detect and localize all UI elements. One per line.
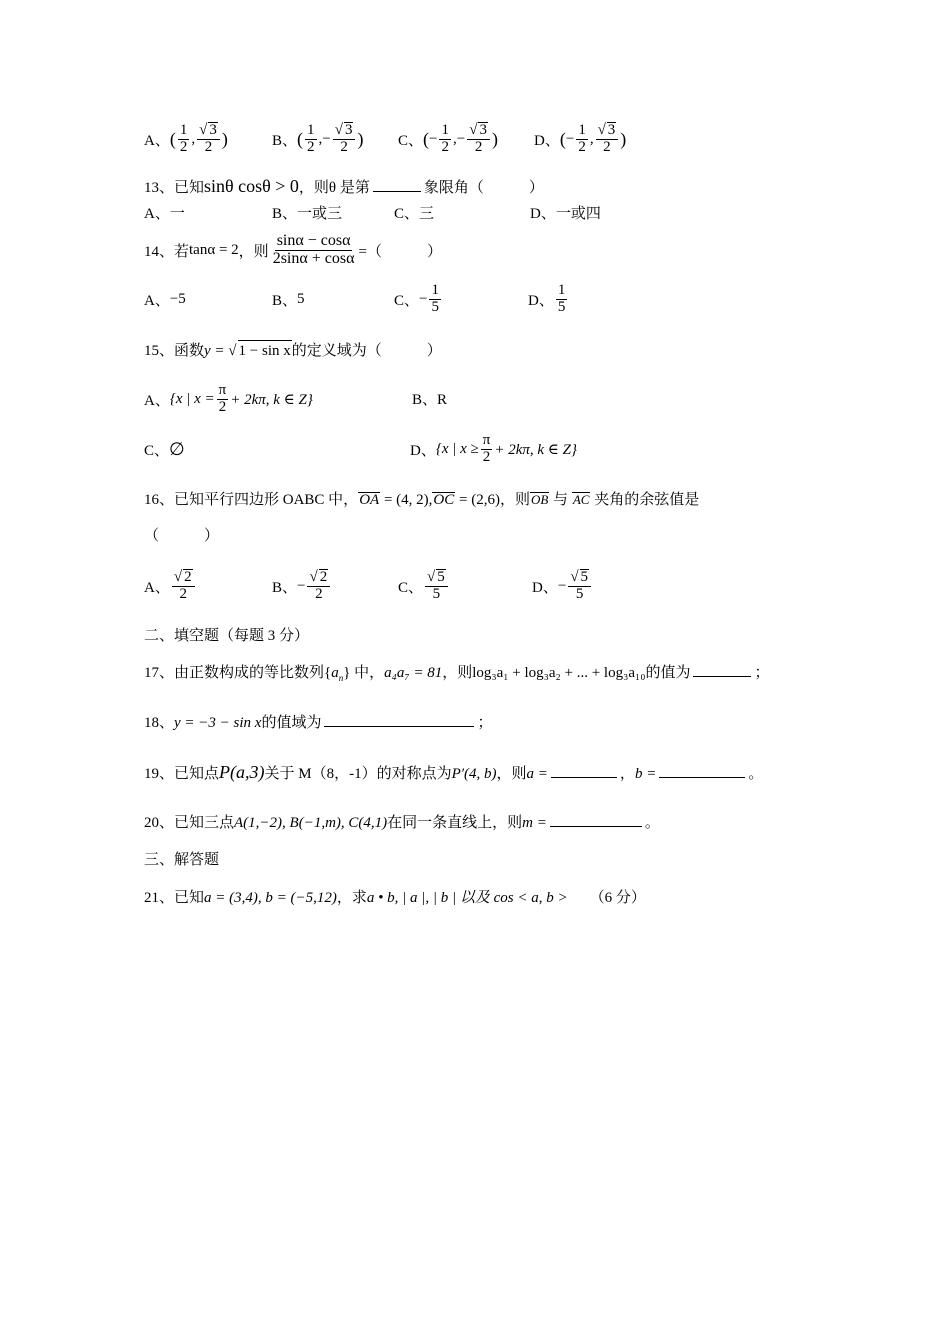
q12-option-b: B、 ( $\frac{1}{2}$ , − $\frac{√ 3}{2}$ )	[272, 121, 364, 155]
fraction: $\frac{\pi}{2}$	[482, 431, 491, 465]
q20-stem: 20、已知三点A(1,−2), B(−1,m), C(4,1)在同一条直线上，则m = 。	[144, 812, 660, 833]
q21-stem: 21、已知a = (3,4), b = (−5,12)，求a • b, | a |, | b | 以及 cos < a, b > （6 分）	[144, 890, 646, 906]
section-heading-answer: 三、解答题	[144, 852, 220, 868]
q14-option-b: B、 5	[272, 290, 305, 309]
option-label: C、	[398, 132, 424, 149]
q16-paren: （ ）	[144, 528, 220, 544]
q15-option-a: A、 {x | x = $\frac{\pi}{2}$ + 2kπ, k ∈ Z}	[144, 381, 313, 415]
fraction: $\frac{1}{5}$	[431, 281, 439, 315]
fraction: $\frac{1}{2}$	[578, 121, 586, 155]
q12-option-c: C、 ( − $\frac{1}{2}$ , − $\frac{√ 3}{2}$ )	[398, 121, 498, 155]
fraction: $\frac{√ 3}{2}$	[467, 122, 490, 156]
q16-stem: 16、已知平行四边形 OABC 中，OA = (4, 2),OC = (2,6)，则OB 与 AC 夹角的余弦值是	[144, 492, 700, 508]
fraction: $\frac{\sin\alpha - \cos\alpha}{2\sin\alpha + \cos\alpha}$	[272, 231, 355, 267]
fraction: $\frac{1}{2}$	[307, 121, 315, 155]
q13-option-d: D、一或四	[530, 206, 601, 222]
q15-option-c: C、 ∅	[144, 438, 185, 459]
q16-option-d: D、 − $\frac{√ 5}{5}$	[532, 560, 593, 612]
section-heading-fill-in: 二、填空题（每题 3 分）	[144, 628, 310, 644]
fraction: $\frac{1}{2}$	[441, 121, 449, 155]
answer-blank[interactable]	[324, 712, 474, 727]
q19-stem: 19、已知点P(a,3)关于 M（8，-1）的对称点为P′(4, b)，则a = ，b = 。	[144, 762, 764, 782]
q12-option-d: D、 ( − $\frac{1}{2}$ , $\frac{√ 3}{2}$ )	[534, 121, 627, 155]
q14-option-a: A、 −5	[144, 290, 186, 309]
fraction: $\frac{√ 2}{2}$	[172, 569, 195, 603]
q13-option-c: C、三	[394, 206, 435, 222]
q14-option-d: D、 $\frac{1}{5}$	[528, 281, 566, 315]
q16-option-c: C、 $\frac{√ 5}{5}$	[398, 560, 450, 612]
fraction: $\frac{√ 3}{2}$	[333, 122, 356, 156]
option-label: D、	[534, 132, 560, 149]
fraction: $\frac{√ 3}{2}$	[596, 122, 619, 156]
option-label: A、	[144, 132, 170, 149]
q18-stem: 18、y = −3 − sin x的值域为 ；	[144, 712, 492, 733]
fraction: $\frac{√ 3}{2}$	[197, 122, 220, 156]
paren-open: (	[169, 128, 176, 149]
q16-option-a: A、 $\frac{√ 2}{2}$	[144, 560, 197, 612]
fraction: $\frac{√ 5}{5}$	[425, 569, 448, 603]
fraction: $\frac{√ 5}{5}$	[568, 569, 591, 603]
q15-option-d: D、 {x | x ≥ $\frac{\pi}{2}$ + 2kπ, k ∈ Z}	[410, 431, 577, 465]
q15-option-b: B、R	[412, 392, 448, 408]
answer-blank[interactable]	[550, 812, 642, 827]
q16-option-b: B、 − $\frac{√ 2}{2}$	[272, 560, 332, 612]
q14-stem: 14、若 tanα = 2 ，则 $\frac{\sin\alpha - \cos\alpha}{2\sin\alpha + \cos\alpha}$ =（ ）	[144, 231, 442, 267]
q13-stem: 13、已知sinθ cosθ > 0，则θ 是第 象限角（ ）	[144, 176, 544, 196]
fraction: $\frac{√ 2}{2}$	[307, 569, 330, 603]
q12-option-a: A、 ( $\frac{1}{2}$ , $\frac{√ 3}{2}$ )	[144, 121, 228, 155]
q13-option-b: B、一或三	[272, 206, 343, 222]
answer-blank-a[interactable]	[551, 763, 617, 778]
q14-option-c: C、 − $\frac{1}{5}$	[394, 281, 439, 315]
q13-option-a: A、一	[144, 206, 185, 222]
answer-blank-b[interactable]	[659, 763, 745, 778]
option-label: B、	[272, 132, 298, 149]
fraction: $\frac{1}{5}$	[557, 281, 566, 315]
fraction: $\frac{1}{2}$	[179, 121, 188, 155]
paren-close: )	[221, 128, 228, 149]
empty-set-icon: ∅	[169, 438, 185, 459]
q15-stem: 15、函数y = √ 1 − sin x的定义域为（ ）	[144, 340, 442, 361]
answer-blank[interactable]	[693, 662, 751, 677]
answer-blank[interactable]	[373, 177, 421, 192]
q17-stem: 17、由正数构成的等比数列$\{a_n\}$ 中，a₄a₇ = 81，则log₃a₁ + log₃a₂ + ... + log₃a₁₀的值为 ；	[144, 662, 769, 688]
fraction: $\frac{\pi}{2}$	[218, 381, 227, 415]
